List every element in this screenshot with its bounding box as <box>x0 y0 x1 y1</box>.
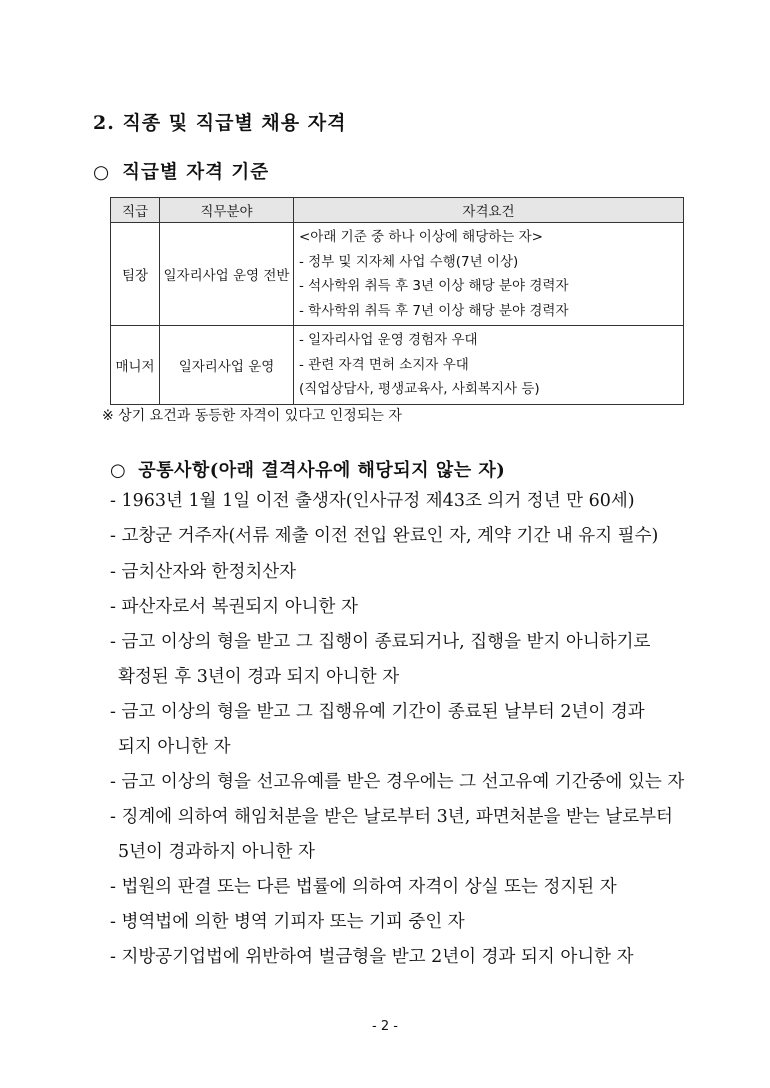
list-item: - 고창군 거주자(서류 제출 이전 전입 완료인 자, 계약 기간 내 유지 필수) <box>110 526 659 546</box>
page-number: - 2 - <box>372 1019 398 1034</box>
list-item: - 법원의 판결 또는 다른 법률에 의하여 자격이 상실 또는 정지된 자 <box>110 877 617 897</box>
list-item: - 1963년 1월 1일 이전 출생자(인사규정 제43조 의거 정년 만 60세) <box>110 491 635 511</box>
grade-criteria-title: 직급별 자격 기준 <box>122 162 270 183</box>
list-item-continuation: 확정된 후 3년이 경과 되지 아니한 자 <box>118 667 400 687</box>
note-text: ※ 상기 요건과 동등한 자격이 있다고 인정되는 자 <box>102 408 402 424</box>
circle-bullet-icon: ○ <box>110 460 127 481</box>
requirement-line: (직업상담사, 평생교육사, 사회복지사 등) <box>299 381 540 397</box>
list-item: - 금고 이상의 형을 받고 그 집행유예 기간이 종료된 날부터 2년이 경과 <box>110 702 645 722</box>
requirement-line: - 학사학위 취득 후 7년 이상 해당 분야 경력자 <box>299 302 569 319</box>
list-item: - 징계에 의하여 해임처분을 받은 날로부터 3년, 파면처분을 받는 날로부터 <box>110 807 673 827</box>
requirements-cell <box>294 326 684 405</box>
grade-criteria-heading <box>93 158 269 184</box>
list-item: - 병역법에 의한 병역 기피자 또는 기피 중인 자 <box>110 912 465 932</box>
requirement-line: - 석사학위 취득 후 3년 이상 해당 분야 경력자 <box>299 278 569 294</box>
field-cell: 일자리사업 운영 <box>160 326 294 405</box>
header-field: 직무분야 <box>160 198 294 223</box>
table-row <box>111 223 684 326</box>
grade-cell: 팀장 <box>111 223 160 326</box>
section-title: 2. 직종 및 직급별 채용 자격 <box>93 112 347 134</box>
table-header-row <box>111 198 684 223</box>
list-item-continuation: 5년이 경과하지 아니한 자 <box>118 842 315 862</box>
list-item-continuation: 되지 아니한 자 <box>118 737 231 757</box>
requirement-line: - 일자리사업 운영 경험자 우대 <box>299 332 478 348</box>
grade-cell: 매니저 <box>111 326 160 405</box>
requirements-cell <box>294 223 684 326</box>
list-item: - 파산자로서 복권되지 아니한 자 <box>110 597 358 617</box>
field-cell: 일자리사업 운영 전반 <box>160 223 294 326</box>
common-requirements-heading <box>110 456 505 482</box>
common-requirements-title: 공통사항(아래 결격사유에 해당되지 않는 자) <box>138 460 506 481</box>
list-item: - 금고 이상의 형을 받고 그 집행이 종료되거나, 집행을 받지 아니하기로 <box>110 632 651 652</box>
requirement-line: - 정부 및 지자체 사업 수행(7년 이상) <box>299 253 519 270</box>
circle-bullet-icon: ○ <box>93 162 111 183</box>
list-item: - 금치산자와 한정치산자 <box>110 562 297 582</box>
requirement-line: <아래 기준 중 하나 이상에 해당하는 자> <box>299 229 543 245</box>
qualification-table <box>110 197 684 405</box>
header-requirements: 자격요건 <box>294 198 684 223</box>
list-item: - 금고 이상의 형을 선고유예를 받은 경우에는 그 선고유예 기간중에 있는 자 <box>110 772 685 792</box>
requirement-line: - 관련 자격 면허 소지자 우대 <box>299 356 469 373</box>
list-item: - 지방공기업법에 위반하여 벌금형을 받고 2년이 경과 되지 아니한 자 <box>110 947 634 967</box>
table-row <box>111 326 684 405</box>
header-grade: 직급 <box>111 198 160 223</box>
